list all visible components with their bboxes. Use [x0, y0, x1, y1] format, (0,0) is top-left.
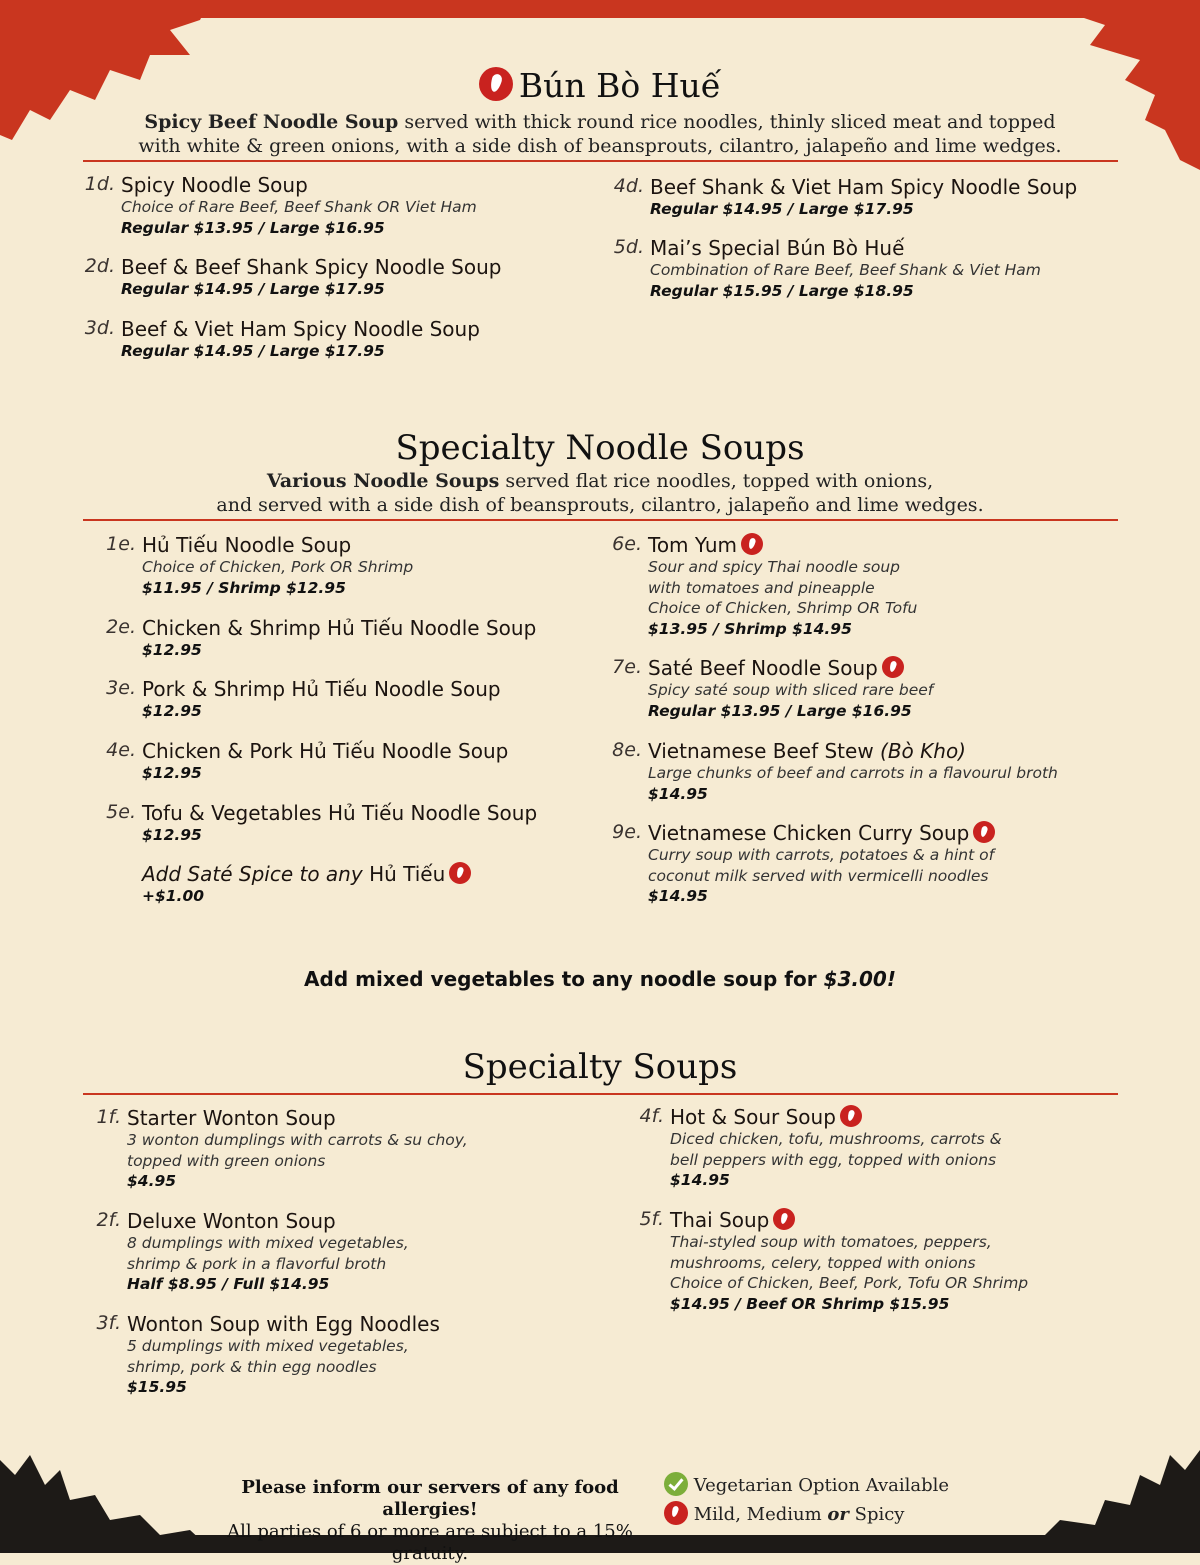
chili-icon [741, 533, 763, 555]
menu-item: 1e. Hủ Tiếu Noodle Soup Choice of Chicken, Pork OR Shrimp $11.95 / Shrimp $12.95 [106, 533, 414, 597]
menu-item: 5d. Mai’s Special Bún Bò Huế Combination of Rare Beef, Beef Shank & Viet Ham Regular $15.95 / Large $18.95 [613, 236, 1041, 300]
section-description: Spicy Beef Noodle Soup served with thick round rice noodles, thinly sliced meat and topped with white & green onions, with a side dish of beansprouts, cilantro, jalapeño and lime wedges. [138, 111, 1062, 157]
menu-item: 6e. Tom Yum Sour and spicy Thai noodle soup with tomatoes and pineapple Choice of Chicken, Shrimp OR Tofu $13.95 / Shrimp $14.95 [612, 533, 918, 638]
menu-item: 7e. Saté Beef Noodle Soup Spicy saté soup with sliced rare beef Regular $13.95 / Large $16.95 [612, 656, 934, 720]
chili-icon [449, 862, 471, 884]
section-title-specialty-soups: Specialty Soups [462, 1047, 738, 1087]
menu-item: 5e. Tofu & Vegetables Hủ Tiếu Noodle Soup $12.95 [106, 801, 538, 844]
menu-item: 3f. Wonton Soup with Egg Noodles 5 dumplings with mixed vegetables, shrimp, pork & thin egg noodles $15.95 [96, 1312, 440, 1396]
chili-icon [882, 656, 904, 678]
menu-item: 2e. Chicken & Shrimp Hủ Tiếu Noodle Soup $12.95 [106, 616, 537, 659]
promo-banner: Add mixed vegetables to any noodle soup for $3.00! [304, 967, 896, 991]
legend [664, 1472, 949, 1530]
menu-item: 1d. Spicy Noodle Soup Choice of Rare Beef, Beef Shank OR Viet Ham Regular $13.95 / Large $16.95 [84, 173, 477, 237]
section-description: Various Noodle Soups served flat rice noodles, topped with onions, and served with a side dish of beansprouts, cilantro, jalapeño and lime wedges. [216, 470, 984, 516]
menu-item: 4f. Hot & Sour Soup Diced chicken, tofu, mushrooms, carrots & bell peppers with egg, topped with onions $14.95 [639, 1105, 1002, 1189]
menu-item: 4e. Chicken & Pork Hủ Tiếu Noodle Soup $12.95 [106, 739, 509, 782]
menu-item: 1f. Starter Wonton Soup 3 wonton dumplings with carrots & su choy, topped with green onions $4.95 [96, 1106, 468, 1190]
section-title-specialty-noodle-soups: Specialty Noodle Soups [395, 428, 805, 468]
menu-item: 3e. Pork & Shrimp Hủ Tiếu Noodle Soup $12.95 [106, 677, 501, 720]
menu-item: 4d. Beef Shank & Viet Ham Spicy Noodle Soup Regular $14.95 / Large $17.95 [613, 175, 1078, 218]
divider [83, 519, 1118, 521]
menu-item: 8e. Vietnamese Beef Stew (Bò Kho) Large chunks of beef and carrots in a flavourul broth $14.95 [612, 739, 1058, 803]
menu-item-add-on: Add Saté Spice to any Hủ Tiếu +$1.00 [142, 862, 471, 907]
menu-item: 9e. Vietnamese Chicken Curry Soup Curry soup with carrots, potatoes & a hint of coconut milk served with vermicelli noodles $14.95 [612, 821, 995, 905]
legend-spicy: Mild, Medium or Spicy [664, 1500, 949, 1530]
chili-icon [973, 821, 995, 843]
divider [83, 160, 1118, 162]
chili-icon [773, 1208, 795, 1230]
chili-icon [664, 1501, 688, 1525]
footer-notice: Please inform our servers of any food allergies! All parties of 6 or more are subject to a 15% gratuity. [227, 1477, 633, 1564]
check-leaf-icon [664, 1472, 688, 1496]
legend-vegetarian: Vegetarian Option Available [664, 1472, 949, 1500]
section-title-bun-bo-hue: Bún Bò Huế [0, 66, 1200, 105]
chili-icon [479, 67, 513, 101]
menu-item: 2f. Deluxe Wonton Soup 8 dumplings with mixed vegetables, shrimp & pork in a flavorful broth Half $8.95 / Full $14.95 [96, 1209, 409, 1293]
menu-item: 3d. Beef & Viet Ham Spicy Noodle Soup Regular $14.95 / Large $17.95 [84, 317, 480, 360]
menu-item: 2d. Beef & Beef Shank Spicy Noodle Soup Regular $14.95 / Large $17.95 [84, 255, 502, 298]
chili-icon [840, 1105, 862, 1127]
divider [83, 1093, 1118, 1095]
menu-item: 5f. Thai Soup Thai-styled soup with tomatoes, peppers, mushrooms, celery, topped with onions Choice of Chicken, Beef, Pork, Tofu OR Shrimp $14.95 / Beef OR Shrimp $15.95 [639, 1208, 1029, 1313]
